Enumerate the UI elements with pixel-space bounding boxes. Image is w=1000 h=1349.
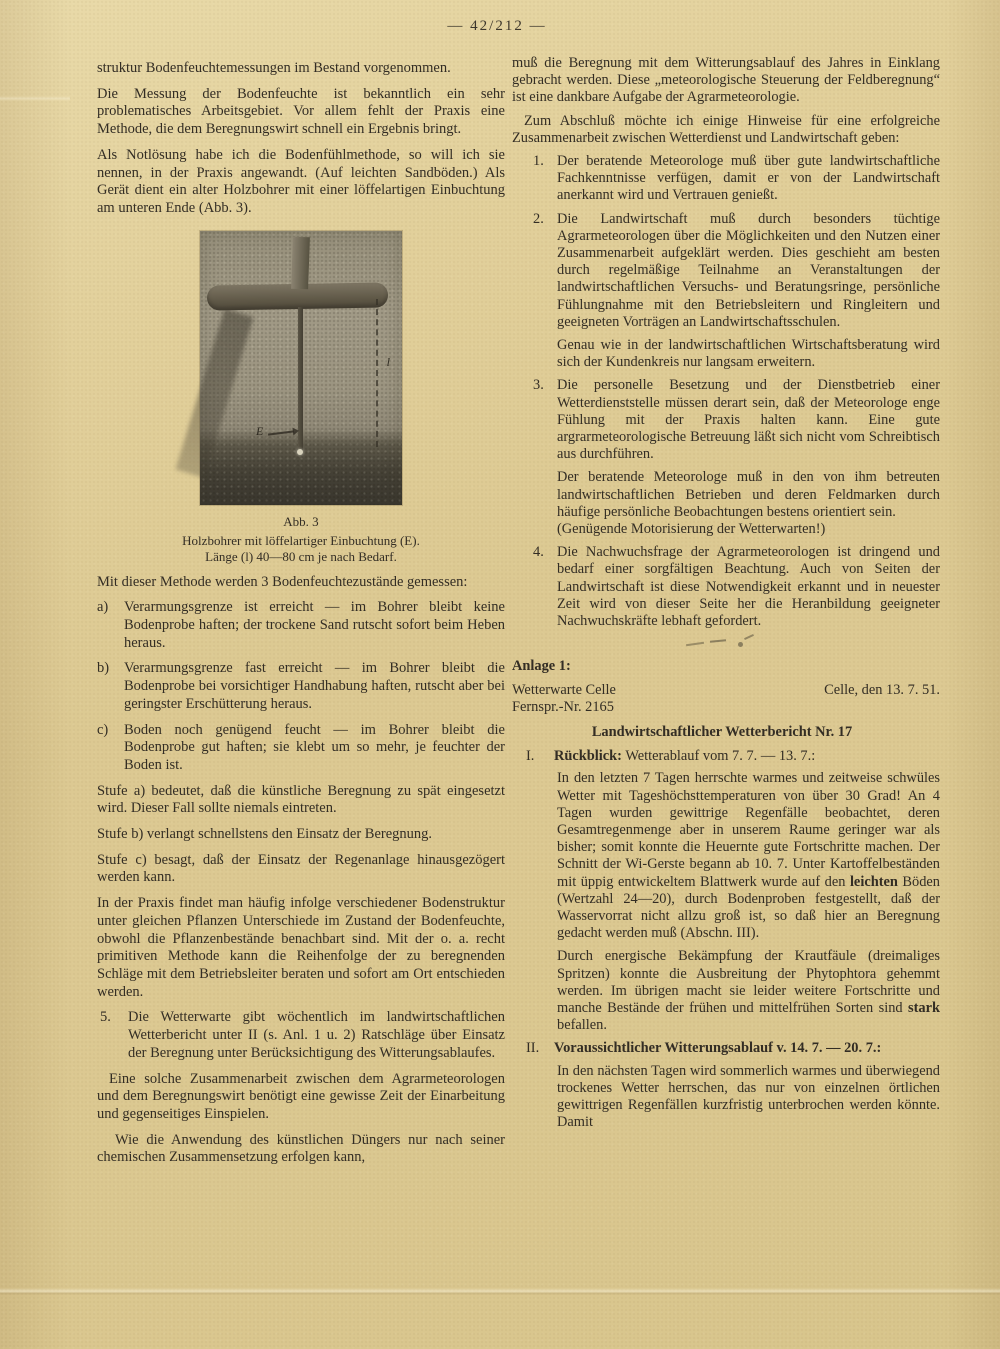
photo-auger-tip: [297, 449, 303, 455]
list-marker: c): [97, 721, 109, 738]
photo-shadow: [176, 308, 254, 477]
photo-label-e: E: [256, 423, 264, 438]
item-sub-note: (Genügende Motorisierung der Wetterwarten!): [557, 521, 826, 538]
page-number: — 42/212 —: [447, 18, 547, 34]
handwritten-mark: [686, 636, 766, 648]
anlage-station-row: [512, 682, 940, 699]
list-marker: a): [97, 599, 109, 616]
item-number: 3.: [533, 377, 544, 394]
paragraph: Stufe b) verlangt schnellstens den Einsatz der Beregnung.: [97, 826, 433, 843]
paragraph: In den letzten 7 Tagen herrschte warmes und zeitweise schwüles Wetter mit Tageshöchsttemperaturen von über 30 Grad! An 4 Tagen wurden gewittrige Regenfälle beobachtet, deren Gesamtregenmenge aber in unserem Raume geringer war als bisher; somit konnte die Heuernte gute Fortschritte machen. Der Schnitt der Wi-Gerste begann ab 10. 7. Unter Kartoffelbeständen mit üppig entwickeltem Blattwerk wurde auf den leichten Böden (Wertzahl 24—20), durch Bodenproben festgestellt, daß der Wasservorrat nicht allzu groß ist, so daß hier an Beregnung gedacht werden muß (Abschn. III).: [557, 770, 940, 942]
photo-handle-top: [291, 236, 310, 289]
item-number: 1.: [533, 153, 544, 170]
section-heading: [512, 748, 940, 765]
item-number: 4.: [533, 544, 544, 561]
item-text: Die Nachwuchsfrage der Agrarmeteorologen ist dringend und bedarf einer sorgfältigen Beachtung. Auch von Seiten der Landwirtschaft ist diese Notwendigkeit erkannt und in neuester Zeit wird von dieser Seite her die Heranbildung geeigneter Nachwuchskräfte lebhaft gefordert.: [557, 544, 940, 630]
right-column: [512, 55, 940, 1137]
numbered-item-1: [512, 153, 940, 205]
left-column: [97, 60, 505, 1175]
numbered-item-2: [512, 211, 940, 372]
paragraph: Zum Abschluß möchte ich einige Hinweise für eine erfolgreiche Zusammenarbeit zwischen Wetterdienst und Landwirtschaft geben:: [512, 112, 940, 146]
item-number: 5.: [100, 1009, 111, 1026]
paragraph: In der Praxis findet man häufig infolge verschiedener Bodenstruktur unter gleichen Pflanzen Unterschiede im Zustand der Bodenfeuchte, obwohl die Pflanzenbestände benachbart sind. Mit der o. a. recht primitiven Methode kann die Reihenfolge der zu beregnenden Schläge mit dem Betriebsleiter beraten und sofort am Ort entschieden werden.: [97, 895, 505, 1000]
anlage-heading: Anlage 1:: [512, 658, 571, 675]
report-title: Landwirtschaftlicher Wetterbericht Nr. 17: [591, 723, 853, 740]
list-marker: b): [97, 660, 110, 677]
station-name: Wetterwarte Celle: [512, 681, 616, 698]
section-heading-bold: Rückblick:: [554, 748, 622, 765]
list-item-text: Verarmungsgrenze fast erreicht — im Bohrer bleibt die Bodenprobe bei vorsichtiger Handhabung haften, rutscht aber bei geringster Erschütterung heraus.: [124, 660, 505, 712]
holzbohrer-photo: [200, 231, 402, 505]
item-text: Die Wetterwarte gibt wöchentlich im landwirtschaftlichen Wetterbericht unter II (s. Anl. 1 u. 2) Ratschläge über Einsatz der Beregnung unter Berücksichtigung des Witterungsablaufes.: [128, 1009, 505, 1061]
paragraph: Mit dieser Methode werden 3 Bodenfeuchtezustände gemessen:: [97, 573, 468, 590]
paragraph: Stufe a) bedeutet, daß die künstliche Beregnung zu spät eingesetzt wird. Dieser Fall sollte niemals eintreten.: [97, 782, 505, 817]
item-number: 2.: [533, 210, 544, 227]
paragraph: Die Messung der Bodenfeuchte ist bekanntlich ein sehr problematisches Arbeitsgebiet. Vor allem fehlt der Praxis eine Methode, die dem Beregnungswirt schnell ein Ergebnis bringt.: [97, 85, 505, 138]
paragraph: Als Notlösung habe ich die Bodenfühlmethode, so will ich sie nennen, in der Praxis angewandt. (Auf leichten Sandböden.) Als Gerät dient ein alter Holzbohrer mit einer löffelartigen Einbuchtung am unteren Ende (Abb. 3).: [97, 146, 505, 216]
figure-caption-line: Länge (l) 40—80 cm je nach Bedarf.: [205, 548, 397, 564]
paragraph: muß die Beregnung mit dem Witterungsablauf des Jahres in Einklang gebracht werden. Diese „meteorologische Steuerung der Feldberegnung“ ist eine dankbare Aufgabe der Agrarmeteorologie.: [512, 55, 940, 106]
photo-length-line: [376, 299, 378, 447]
numbered-item-4: [512, 544, 940, 630]
paragraph: Durch energische Bekämpfung der Krautfäule (dreimaliges Spritzen) konnte die Ausbreitung der Phytophtora gehemmt werden. Im übrigen macht sie leider weitere Fortschritte und manche Bestände der frühen und mittelfrühen Sorten sind stark befallen.: [557, 948, 940, 1034]
list-item-text: Verarmungsgrenze ist erreicht — im Bohrer bleibt keine Bodenprobe haften; der trockene Sand rutscht sofort beim Heben heraus.: [124, 599, 505, 651]
paper-crease: [0, 1288, 1000, 1295]
photo-label-l: l: [386, 354, 390, 369]
numbered-item-5: [97, 1009, 505, 1062]
list-item-c: [97, 722, 505, 775]
list-item-b: [97, 660, 505, 713]
item-text: Die Landwirtschaft muß durch besonders tüchtige Agrarmeteorologen über die Möglichkeiten und den Nutzen einer Zusammenarbeit aufgeklärt werden. Dies geschieht am besten durch regelmäßige Teilnahme an Veranstaltungen der landwirtschaftlichen Versuchs- und Beratungsringe, persönliche Fühlungnahme mit den Betriebsleitern und Ringleitern und geeigneten Vorträgen an Landwirtschaftsschulen.: [557, 210, 940, 330]
figure-caption: [97, 514, 505, 565]
figure-caption-title: Abb. 3: [283, 513, 319, 529]
paragraph: Eine solche Zusammenarbeit zwischen dem Agrarmeteorologen und dem Beregnungswirt benötigt eine gewisse Zeit der Einarbeitung und gegenseitiges Einspielen.: [97, 1070, 505, 1122]
figure-caption-line: Holzbohrer mit löffelartiger Einbuchtung (E).: [182, 532, 420, 548]
item-text: Die personelle Besetzung und der Dienstbetrieb einer Wetterdienststelle müssen derart sein, daß der Meteorologe enge Fühlung mit der Praxis halten kann. Eine gute argrarmeteorologische Betreuung läßt sich nicht vom Schreibtisch aus durchführen.: [557, 377, 940, 463]
paper-crease-small: [0, 96, 70, 101]
list-item-a: [97, 599, 505, 652]
section-heading-bold: Voraussichtlicher Witterungsablauf v. 14. 7. — 20. 7.:: [554, 1040, 882, 1057]
figure-abb3: [97, 231, 505, 565]
item-text: Der beratende Meteorologe muß über gute landwirtschaftliche Fachkenntnisse verfügen, damit er von der Landwirtschaft anerkannt wird und Vertrauen genießt.: [557, 153, 940, 204]
item-sub-paragraph: Der beratende Meteorologe muß in den von ihm betreuten landwirtschaftlichen Betrieben und deren Feldmarken durch häufige persönliche Beobachtungen bestens orientiert sein.: [557, 469, 940, 520]
section-heading-rest: Wetterablauf vom 7. 7. — 13. 7.:: [621, 748, 816, 765]
list-item-text: Boden noch genügend feucht — im Bohrer bleibt die Bodenprobe gut haften; sie klebt um so mehr, je feuchter der Boden ist.: [124, 721, 505, 773]
section-vorhersage: [512, 1040, 940, 1131]
paragraph: Wie die Anwendung des künstlichen Düngers nur nach seiner chemischen Zusammensetzung erfolgen kann,: [97, 1131, 505, 1166]
section-number: II.: [526, 1040, 540, 1057]
phone-number: Fernspr.-Nr. 2165: [512, 698, 614, 715]
photo-arrow-icon: [268, 430, 294, 435]
paragraph: Stufe c) besagt, daß der Einsatz der Regenanlage hinausgezögert werden kann.: [97, 851, 505, 886]
paragraph: In den nächsten Tagen wird sommerlich warmes und überwiegend trockenes Wetter herrschen, das nur von einzelnen örtlichen gewittrigen Regenfällen kurzfristig unterbrochen werden könnte. Damit: [557, 1062, 940, 1131]
item-sub-paragraph: Genau wie in der landwirtschaftlichen Wirtschaftsberatung wird sich der Kundenkreis nur langsam erweitern.: [557, 337, 940, 371]
paragraph: struktur Bodenfeuchtemessungen im Bestand vorgenommen.: [97, 60, 451, 76]
section-rueckblick: [512, 748, 940, 1034]
numbered-item-3: [512, 377, 940, 538]
section-heading: [512, 1040, 940, 1057]
report-date: Celle, den 13. 7. 51.: [824, 681, 940, 698]
section-number: I.: [526, 748, 535, 765]
